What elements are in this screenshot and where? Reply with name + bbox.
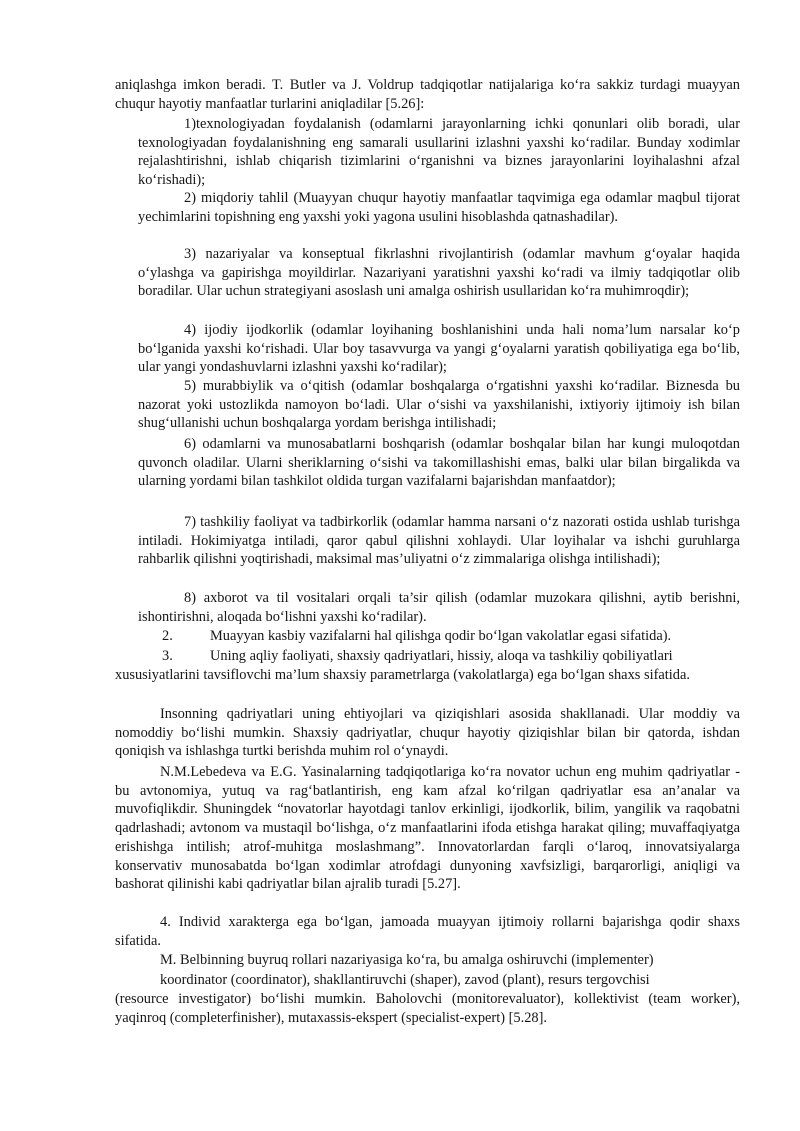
list-item-1: 1)texnologiyadan foydalanish (odamlarni jarayonlarning ichki qonunlari olib boradi, ular texnologiyadan foydalanishning eng samarali usullarini izlashni yaxshi ko‘radilar. Bunday xodimlar rejalashtirishni, ishlab chiqarish tizimlarini o‘rganishni va biznes jarayonlarini loyihalashni afzal ko‘rishadi); <box>138 116 740 189</box>
individual-paragraph: 4. Individ xarakterga ega bo‘lgan, jamoada muayyan ijtimoiy rollarni bajarishga qodir shaxs sifatida. <box>115 914 740 949</box>
numbered-item-3-line1: Uning aqliy faoliyati, shaxsiy qadriyatlari, hissiy, aloqa va tashkiliy qobiliyatlari <box>210 648 673 664</box>
intro-paragraph: aniqlashga imkon beradi. T. Butler va J. Voldrup tadqiqotlar natijalariga ko‘ra sakkiz turdagi muayyan chuqur hayotiy manfaatlar turlarini aniqladilar [5.26]: <box>115 77 740 112</box>
numbered-item-3-continuation: xususiyatlarini tavsiflovchi ma’lum shaxsiy parametrlarga (vakolatlarga) ega bo‘lgan shaxs sifatida. <box>115 667 690 683</box>
numbered-item-3-number: 3. <box>162 648 173 664</box>
numbered-item-2-text: Muayyan kasbiy vazifalarni hal qilishga qodir bo‘lgan vakolatlar egasi sifatida). <box>210 628 672 644</box>
values-paragraph: Insonning qadriyatlari uning ehtiyojlari va qiziqishlari asosida shakllanadi. Ular moddiy va nomoddiy bo‘lishi mumkin. Shaxsiy qadriyatlar, chuqur hayotiy qiziqishlar bilan bir qatorda, ishdan qoniqish va ishlashga turtki berishda muhim rol o‘ynaydi. <box>115 706 740 760</box>
list-item-2: 2) miqdoriy tahlil (Muayyan chuqur hayotiy manfaatlar taqvimiga ega odamlar maqbul tijorat yechimlarini topishning eng yaxshi yoki yagona usulini hisoblashda qatnashadilar). <box>138 190 740 225</box>
belbin-line-1: M. Belbinning buyruq rollari nazariyasiga ko‘ra, bu amalga oshiruvchi (implementer) <box>160 952 654 968</box>
list-item-7: 7) tashkiliy faoliyat va tadbirkorlik (odamlar hamma narsani o‘z nazorati ostida ushlab turishga intiladi. Hokimiyatga intiladi, qaror qabul qilishni xohlaydi. Ular loyihalar va ishchi guruhlarga rahbarlik qilishni yoqtirishadi, maksimal mas’uliyatni o‘z zimmalariga olishga intilishadi); <box>138 514 740 568</box>
lebedeva-paragraph: N.M.Lebedeva va E.G. Yasinalarning tadqiqotlariga ko‘ra novator uchun eng muhim qadriyatlar - bu avtonomiya, yutuq va rag‘batlantirish, eng kam afzal ko‘rilgan qadriyatlar esa an’analar va muvofiqlikdir. Shuningdek “novatorlar hayotdagi tanlov erkinligi, ijodkorlik, bilim, yangilik va raqobatni qadrlashadi; avtonom va mustaqil bo‘lishga, o‘z manfaatlarini ifoda etishga harakat qiling; muvaffaqiyatga erishishga intilish; atrof-muhitga moslashmang”. Innovatorlardan farqli o‘laroq, innovatsiyalarga konservativ munosabatda bo‘lgan xodimlar atrofdagi dunyoning xavfsizligi, barqarorligi, aniqligi va bashorat qilinishi kabi qadriyatlar bilan ajralib turadi [5.27]. <box>115 764 740 893</box>
belbin-line-2: koordinator (coordinator), shakllantiruvchi (shaper), zavod (plant), resurs tergovchisi <box>160 972 650 988</box>
numbered-item-2-number: 2. <box>162 628 173 644</box>
list-item-6: 6) odamlarni va munosabatlarni boshqarish (odamlar boshqalar bilan har kungi muloqotdan quvonch oladilar. Ularni sheriklarning o‘sishi va takomillashishi emas, balki ular bilan birgalikda va ularning yordami bilan tashkilot oldida turgan vazifalarni bajarishdan manfaatdor); <box>138 436 740 490</box>
list-item-8: 8) axborot va til vositalari orqali ta’sir qilish (odamlar muzokara qilishni, aytib berishni, ishontirishni, aloqada bo‘lishni yaxshi ko‘radilar). <box>138 590 740 625</box>
list-item-4: 4) ijodiy ijodkorlik (odamlar loyihaning boshlanishini unda hali noma’lum narsalar ko‘p bo‘lganida yaxshi ko‘rishadi. Ular boy tasavvurga va yangi g‘oyalarni yaratish qobiliyatiga ega bo‘lib, ular yangi yondashuvlarni izlashni yaxshi ko‘radilar); <box>138 322 740 376</box>
list-item-5: 5) murabbiylik va o‘qitish (odamlar boshqalarga o‘rgatishni yaxshi ko‘radilar. Biznesda bu nazorat yoki ustozlikda namoyon bo‘ladi. Ular o‘sishi va yaxshilanishi, ixtiyoriy ijtimoiy ish bilan shug‘ullanishi uchun boshqalarga yordam berishga intilishadi; <box>138 378 740 432</box>
belbin-continuation: (resource investigator) bo‘lishi mumkin. Baholovchi (monitorevaluator), kollektivist (team worker), yaqinroq (completerfinisher), mutaxassis-ekspert (specialist-expert) [5.28]. <box>115 991 740 1026</box>
list-item-3: 3) nazariyalar va konseptual fikrlashni rivojlantirish (odamlar mavhum g‘oyalar haqida o‘ylashga va gapirishga moyildirlar. Nazariyani yaratishni yaxshi ko‘radi va ilmiy tadqiqotlar olib boradilar. Ular uchun strategiyani asoslash uni amalga oshirish usullaridan ko‘ra muhimroqdir); <box>138 246 740 300</box>
